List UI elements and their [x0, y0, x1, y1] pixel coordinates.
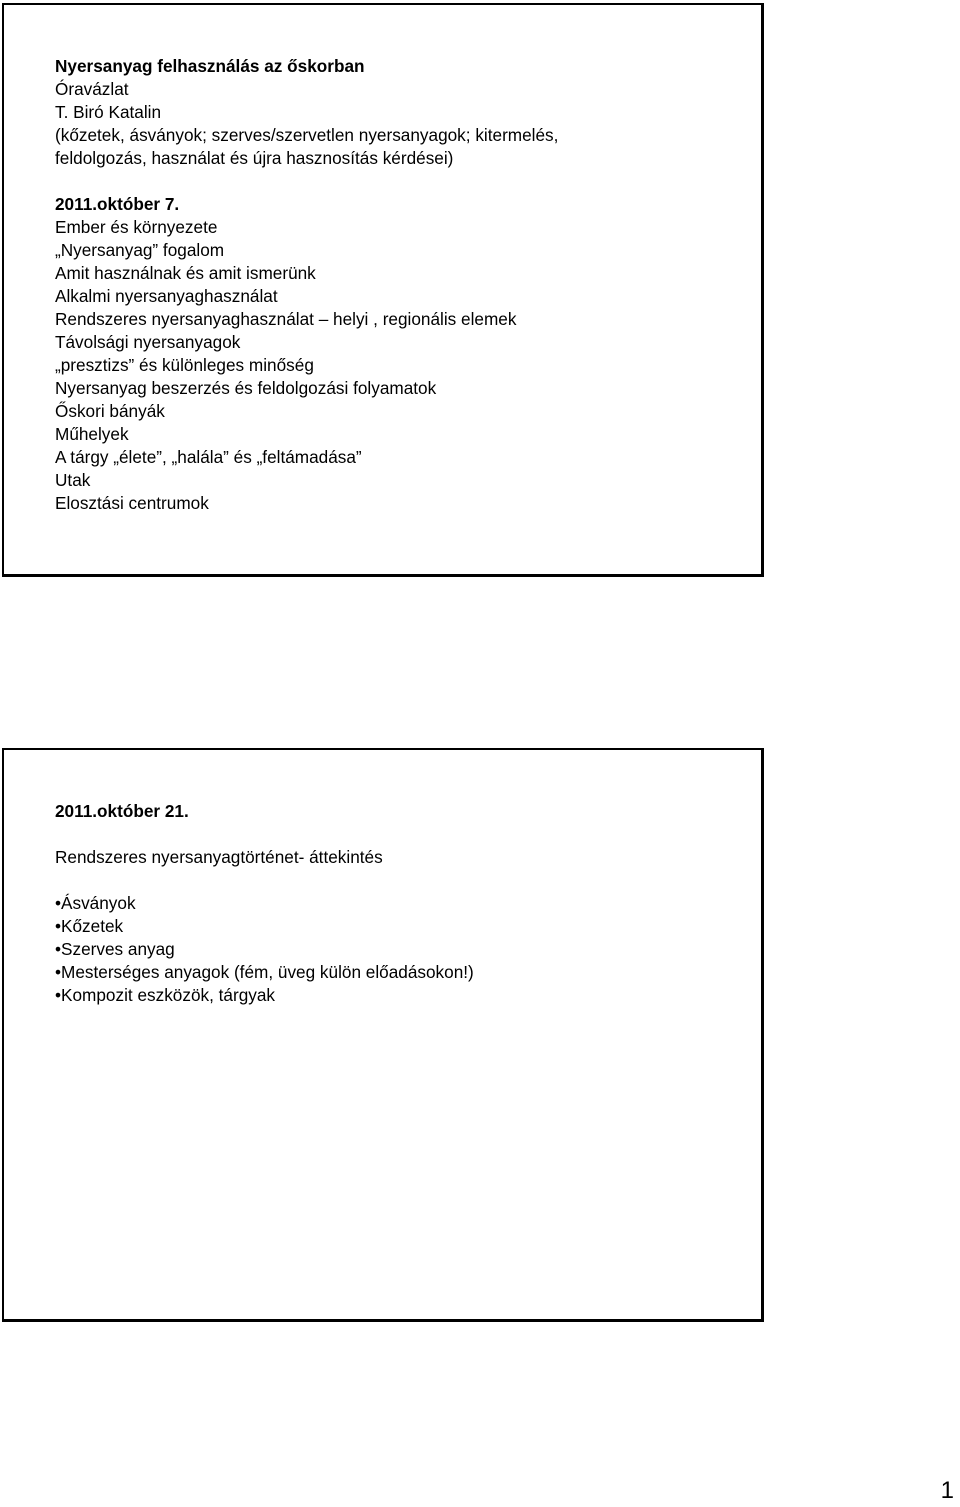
topic-item: Rendszeres nyersanyaghasználat – helyi , regionális elemek	[55, 309, 517, 329]
slide-1-date: 2011.október 7.	[55, 194, 180, 214]
topic-item: Ember és környezete	[55, 217, 218, 237]
spacer	[55, 869, 741, 892]
bullet-item: • Ásványok	[55, 892, 741, 915]
description-line: feldolgozás, használat és újra hasznosítás kérdései)	[55, 148, 454, 168]
topic-item: Nyersanyag beszerzés és feldolgozási folyamatok	[55, 378, 437, 398]
bullet-item: • Kőzetek	[55, 915, 741, 938]
page-number: 1	[940, 1477, 954, 1504]
description-line: (kőzetek, ásványok; szerves/szervetlen nyersanyagok; kitermelés,	[55, 125, 559, 145]
topic-item: Őskori bányák	[55, 401, 165, 421]
topic-item: Alkalmi nyersanyaghasználat	[55, 286, 278, 306]
bullet-item: • Mesterséges anyagok (fém, üveg külön előadásokon!)	[55, 961, 741, 984]
topic-item: A tárgy „élete”, „halála” és „feltámadása”	[55, 447, 362, 467]
bullet-item: • Kompozit eszközök, tárgyak	[55, 984, 741, 1007]
spacer	[55, 823, 741, 846]
slide-1-title: Nyersanyag felhasználás az őskorban	[55, 56, 365, 76]
slide-2-content	[55, 800, 741, 1007]
spacer	[55, 170, 741, 193]
topic-item: Utak	[55, 470, 91, 490]
bullet-item: • Szerves anyag	[55, 938, 741, 961]
slide-2-date: 2011.október 21.	[55, 801, 189, 821]
topic-item: Távolsági nyersanyagok	[55, 332, 241, 352]
topic-item: Amit használnak és amit ismerünk	[55, 263, 316, 283]
slide-2-heading: Rendszeres nyersanyagtörténet- áttekintés	[55, 847, 383, 867]
author-line: T. Biró Katalin	[55, 102, 162, 122]
topic-item: Elosztási centrumok	[55, 493, 209, 513]
topic-item: „presztizs” és különleges minőség	[55, 355, 314, 375]
slide-1-content	[55, 55, 741, 515]
topic-item: „Nyersanyag” fogalom	[55, 240, 225, 260]
slide-1	[2, 3, 764, 577]
subtitle-line: Óravázlat	[55, 79, 129, 99]
slide-2	[2, 748, 764, 1322]
topic-item: Műhelyek	[55, 424, 129, 444]
